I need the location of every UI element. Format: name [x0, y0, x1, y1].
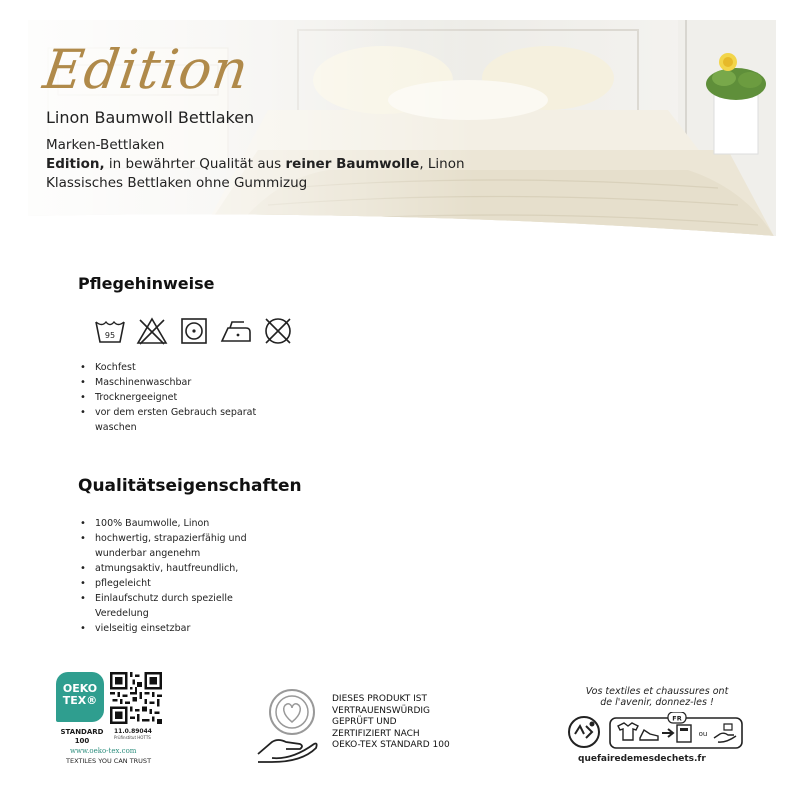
oeko-cert-number: 11.0.89044 — [114, 728, 152, 735]
wash-temp-label: 95 — [104, 331, 116, 340]
certified-line: DIESES PRODUKT IST — [332, 694, 427, 704]
banner-line-1: Marken-Bettlaken — [46, 137, 165, 153]
care-icons-row — [94, 316, 294, 346]
list-item: • vor dem ersten Gebrauch separat waschen — [78, 405, 278, 435]
no-dry-clean-icon — [262, 316, 294, 346]
oeko-logo-line-2: TEX® — [62, 694, 98, 707]
triman-recycling-icon — [566, 712, 748, 752]
list-item: • atmungsaktiv, hautfreundlich, — [78, 561, 278, 576]
oeko-logo-line-1: OEKO — [62, 682, 98, 695]
cotton-bold: reiner Baumwolle — [285, 156, 420, 172]
oeko-url[interactable]: www.oeko-tex.com — [70, 747, 137, 755]
recycling-line-1: Vos textiles et chaussures ont — [585, 686, 729, 697]
certified-product-text — [332, 694, 450, 752]
banner-line-3: Klassisches Bettlaken ohne Gummizug — [46, 175, 308, 191]
list-item: • Einlaufschutz durch spezielle Veredelung — [78, 591, 278, 621]
oeko-standard: STANDARD 100 — [60, 728, 104, 745]
list-item: • Trocknergeeignet — [78, 390, 278, 405]
recycling-tagline — [564, 686, 750, 708]
banner-subtitle: Linon Baumwoll Bettlaken — [46, 108, 255, 127]
banner-line-2-mid: in bewährter Qualität aus — [104, 156, 286, 172]
certified-line: OEKO-TEX STANDARD 100 — [332, 740, 450, 750]
edition-script-logo: Edition — [39, 38, 253, 101]
banner-line-2-end: , Linon — [419, 156, 465, 172]
certified-line: ZERTIFIZIERT NACH — [332, 728, 420, 739]
list-item: • pflegeleicht — [78, 576, 278, 591]
fr-tag: FR — [672, 714, 682, 723]
edition-bold: Edition, — [46, 156, 105, 172]
oeko-trust-tagline: TEXTILES YOU CAN TRUST — [66, 757, 152, 765]
certified-line: GEPRÜFT UND — [332, 717, 397, 727]
quality-heading: Qualitätseigenschaften — [78, 476, 302, 496]
iron-icon — [220, 316, 252, 346]
list-item: • hochwertig, strapazierfähig und wunderbar angenehm — [78, 531, 278, 561]
oeko-tex-label — [56, 672, 176, 772]
ou-label: ou — [698, 730, 708, 738]
recycling-url[interactable]: quefairedemesdechets.fr — [578, 754, 706, 764]
care-list — [78, 360, 278, 435]
tumble-dry-icon — [178, 316, 210, 346]
list-item: • Maschinenwaschbar — [78, 375, 278, 390]
banner-line-2 — [46, 156, 465, 172]
oeko-institute: Prüfinstitut HOTTS — [114, 735, 151, 740]
certified-product-badge — [252, 686, 492, 766]
recycling-info-badge — [564, 686, 750, 776]
quality-list — [78, 516, 278, 636]
care-heading: Pflegehinweise — [78, 274, 215, 293]
list-item: • 100% Baumwolle, Linon — [78, 516, 278, 531]
oeko-tex-logo — [56, 672, 104, 722]
qr-code-icon — [110, 672, 162, 724]
wash-95-icon — [94, 316, 126, 346]
list-item: • vielseitig einsetzbar — [78, 621, 278, 636]
hero-banner — [28, 20, 776, 240]
list-item: • Kochfest — [78, 360, 278, 375]
certified-line: VERTRAUENSWÜRDIG — [332, 705, 431, 716]
hand-heart-icon — [252, 686, 328, 766]
no-bleach-icon — [136, 316, 168, 346]
recycling-line-2: de l'avenir, donnez-les ! — [600, 697, 714, 708]
